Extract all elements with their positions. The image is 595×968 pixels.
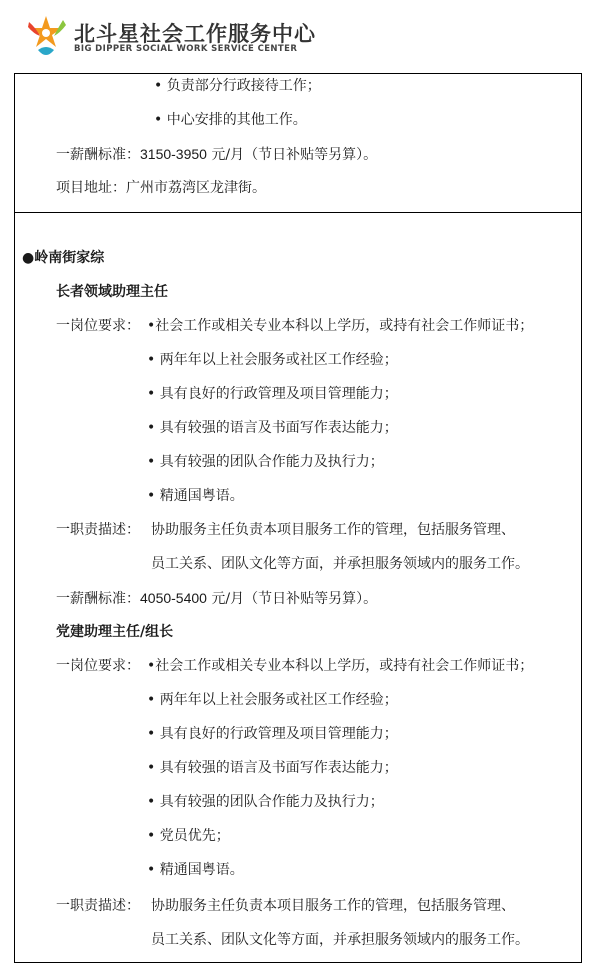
list-item: • 负责部分行政接待工作； (154, 78, 321, 94)
salary-unit: 元/月（节日补贴等另算）。 (206, 591, 378, 607)
list-item: • 具有较强的语言及书面写作表达能力； (147, 760, 398, 776)
duty-text: 协助服务主任负责本项目服务工作的管理，包括服务管理、 (151, 898, 515, 914)
list-item: •社会工作或相关专业本科以上学历，或持有社会工作师证书； (147, 318, 534, 334)
duty-text: 协助服务主任负责本项目服务工作的管理，包括服务管理、 (151, 522, 515, 538)
duty-text: 员工关系、团队文化等方面，并承担服务领域内的服务工作。 (151, 932, 529, 948)
list-item: • 具有较强的团队合作能力及执行力； (147, 794, 384, 810)
list-item: • 中心安排的其他工作。 (154, 112, 307, 128)
star-people-logo-icon (26, 14, 70, 60)
list-item: • 具有良好的行政管理及项目管理能力； (147, 386, 398, 402)
duty-label: 一职责描述： (56, 898, 140, 914)
job-title: 长者领域助理主任 (56, 284, 168, 300)
salary-unit: 元/月（节日补贴等另算）。 (206, 147, 378, 163)
salary-value: 3150-3950 (140, 146, 207, 162)
org-name-en: BIG DIPPER SOCIAL WORK SERVICE CENTER (74, 44, 298, 54)
duty-label: 一职责描述： (56, 522, 140, 538)
salary-label: 一薪酬标准： (56, 591, 140, 607)
list-item: • 两年年以上社会服务或社区工作经验； (147, 692, 398, 708)
duty-text: 员工关系、团队文化等方面，并承担服务领域内的服务工作。 (151, 556, 529, 572)
salary-line (56, 144, 377, 165)
location-heading: ●岭南街家综 (22, 250, 105, 266)
list-item: • 具有较强的团队合作能力及执行力； (147, 454, 384, 470)
list-item: • 两年年以上社会服务或社区工作经验； (147, 352, 398, 368)
list-item: • 具有良好的行政管理及项目管理能力； (147, 726, 398, 742)
list-item: • 具有较强的语言及书面写作表达能力； (147, 420, 398, 436)
list-item: • 精通国粤语。 (147, 862, 244, 878)
requirements-label: 一岗位要求： (56, 658, 140, 674)
org-name-cn: 北斗星社会工作服务中心 (74, 22, 316, 46)
salary-label: 一薪酬标准： (56, 147, 140, 163)
page-header (26, 8, 426, 62)
job-title: 党建助理主任/组长 (56, 624, 174, 640)
salary-value: 4050-5400 (140, 590, 207, 606)
address-line: 项目地址：广州市荔湾区龙津街。 (56, 180, 266, 196)
requirements-label: 一岗位要求： (56, 318, 140, 334)
list-item: •社会工作或相关专业本科以上学历，或持有社会工作师证书； (147, 658, 534, 674)
list-item: • 精通国粤语。 (147, 488, 244, 504)
salary-line (56, 588, 377, 609)
list-item: • 党员优先； (147, 828, 230, 844)
